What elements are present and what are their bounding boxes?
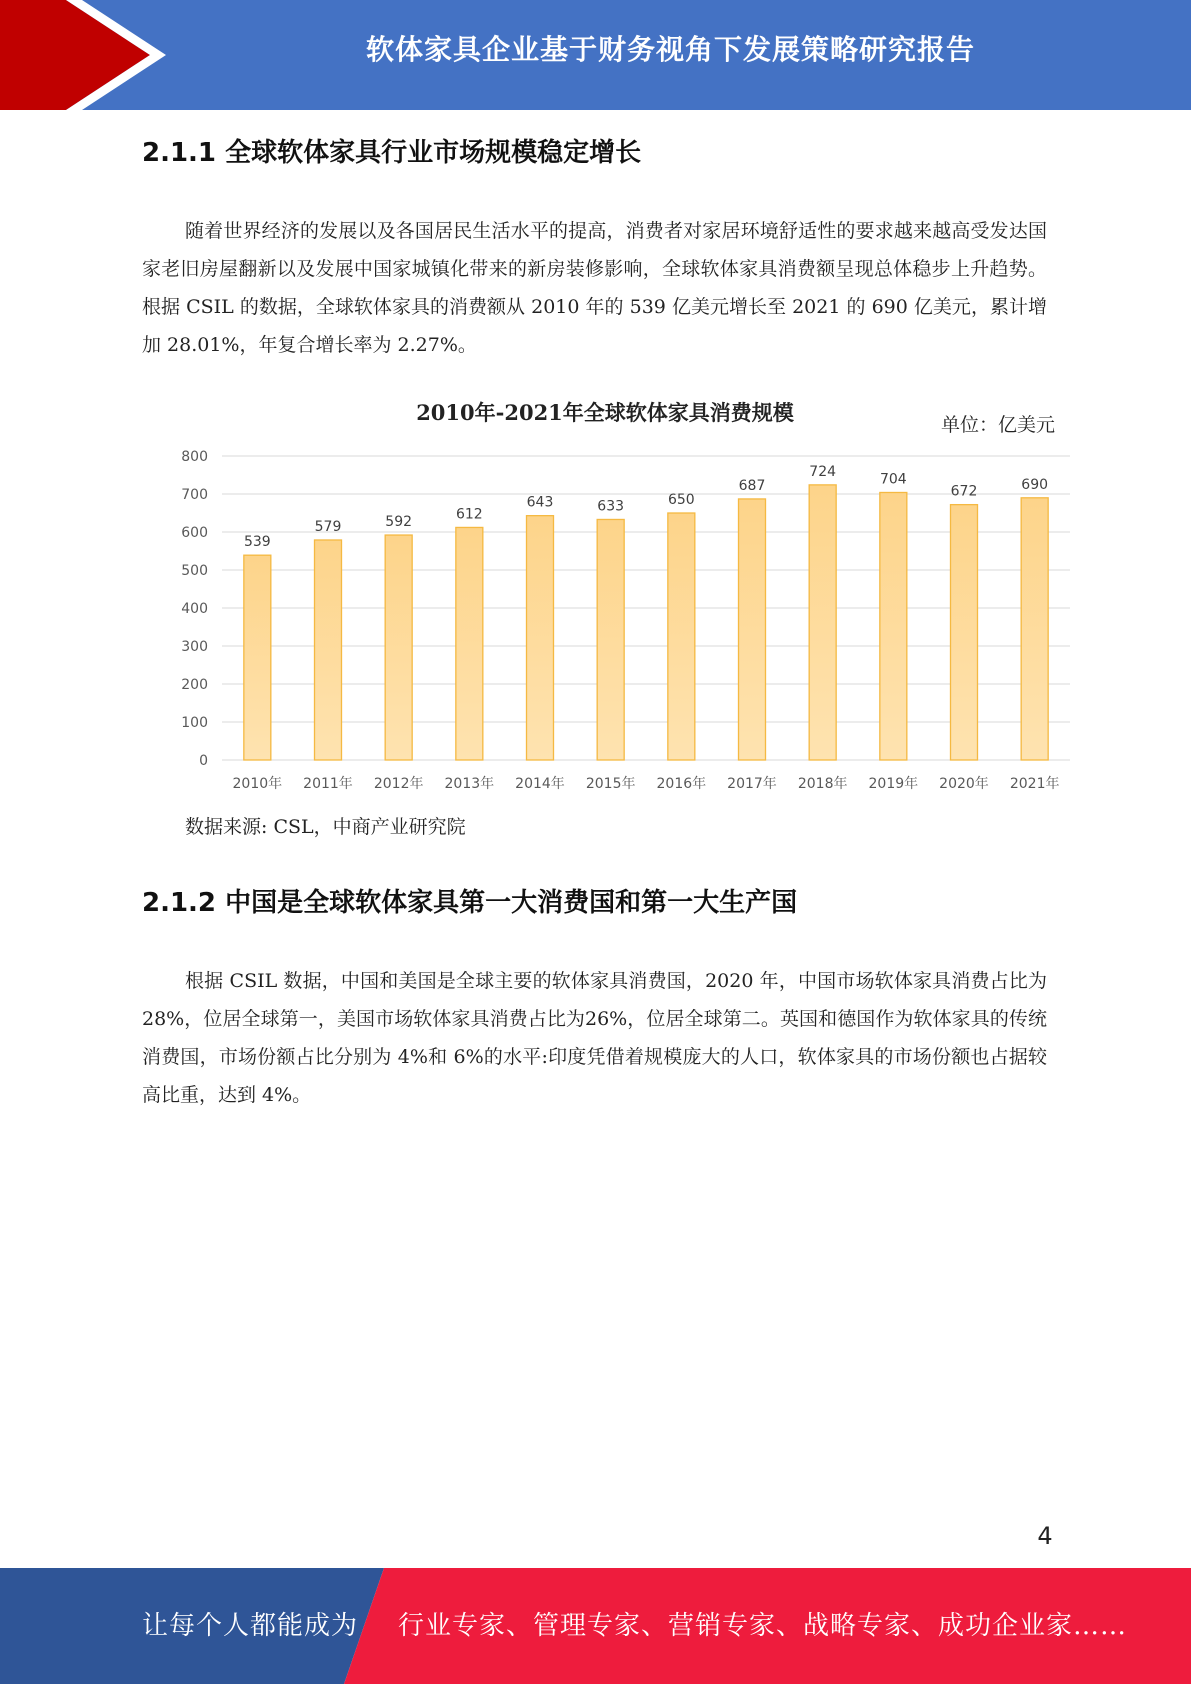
x-tick-label: 2017年 — [727, 776, 777, 792]
page-footer — [0, 1568, 1191, 1684]
bar-2020年 — [951, 505, 978, 760]
bar-2012年 — [385, 535, 412, 760]
x-tick-label: 2015年 — [585, 776, 636, 792]
section-heading-2-1-1: 2.1.1 全球软体家具行业市场规模稳定增长 — [142, 138, 642, 168]
y-tick-label: 200 — [181, 677, 208, 693]
x-tick-label: 2019年 — [868, 776, 919, 792]
data-label: 704 — [879, 471, 907, 488]
data-label: 687 — [738, 477, 766, 494]
y-tick-label: 700 — [181, 487, 208, 503]
x-tick-label: 2011年 — [303, 776, 353, 792]
data-label: 690 — [1021, 476, 1049, 493]
data-label: 650 — [667, 492, 695, 508]
y-tick-label: 400 — [181, 601, 208, 617]
bar-2017年 — [739, 499, 766, 760]
y-tick-label: 100 — [181, 715, 208, 731]
data-label: 579 — [314, 518, 342, 535]
x-tick-label: 2020年 — [939, 776, 989, 792]
x-tick-label: 2012年 — [373, 776, 424, 792]
data-label: 612 — [455, 506, 483, 523]
section-paragraph-2-1-2: 根据 CSIL 数据，中国和美国是全球主要的软体家具消费国，2020 年，中国市场软体家具消费占比为 28%，位居全球第一，美国市场软体家具消费占比为26%，位居全球第二。英国和德国作为软体家具的传统消费国，市场份额占比分别为 4%和 6%的水平:印度凭借着规模庞大的人口，软体家具的市场份额也占据较高比重，达到 4%。 — [142, 970, 1047, 1106]
chart-svg — [170, 388, 1070, 808]
bar-2018年 — [809, 485, 836, 760]
footer-slogan-right: 行业专家、管理专家、营销专家、战略专家、成功企业家…… — [398, 1611, 1128, 1641]
chart-source-note: 数据来源: CSL，中商产业研究院 — [185, 816, 466, 838]
footer-slogan-left: 让每个人都能成为 — [142, 1611, 359, 1641]
bar-2011年 — [315, 540, 342, 760]
x-tick-label: 2016年 — [656, 776, 707, 792]
x-tick-label: 2014年 — [515, 776, 565, 792]
section-heading-2-1-2: 2.1.2 中国是全球软体家具第一大消费国和第一大生产国 — [142, 888, 798, 918]
x-tick-label: 2021年 — [1009, 776, 1060, 792]
y-tick-label: 0 — [199, 753, 208, 769]
y-tick-label: 500 — [181, 563, 208, 579]
bar-2016年 — [668, 513, 695, 760]
chart-title: 2010年-2021年全球软体家具消费规模 — [416, 400, 794, 425]
bar-2021年 — [1021, 498, 1048, 760]
bar-2019年 — [880, 492, 907, 760]
data-label: 633 — [597, 498, 625, 515]
bar-2014年 — [527, 516, 554, 760]
y-tick-label: 800 — [181, 449, 208, 465]
page-number: 4 — [1037, 1522, 1053, 1550]
y-tick-label: 600 — [181, 525, 208, 541]
x-tick-label: 2018年 — [797, 776, 848, 792]
data-label: 724 — [809, 463, 837, 480]
bar-2015年 — [597, 519, 624, 760]
consumption-bar-chart — [170, 388, 1070, 808]
data-label: 643 — [526, 494, 554, 511]
bar-2010年 — [244, 555, 271, 760]
x-tick-label: 2010年 — [232, 776, 283, 792]
section-paragraph-2-1-1: 随着世界经济的发展以及各国居民生活水平的提高，消费者对家居环境舒适性的要求越来越高受发达国家老旧房屋翻新以及发展中国家城镇化带来的新房装修影响，全球软体家具消费额呈现总体稳步上升趋势。根据 CSIL 的数据，全球软体家具的消费额从 2010 年的 539 亿美元增长至 2021 的 690 亿美元，累计增加 28.01%，年复合增长率为 2.27%。 — [142, 220, 1047, 356]
report-title: 软体家具企业基于财务视角下发展策略研究报告 — [365, 33, 975, 66]
x-tick-label: 2013年 — [444, 776, 495, 792]
bar-2013年 — [456, 527, 483, 760]
y-tick-label: 300 — [181, 639, 208, 655]
data-label: 672 — [950, 483, 978, 500]
chart-unit-label: 单位：亿美元 — [940, 414, 1055, 436]
data-label: 539 — [243, 534, 271, 551]
data-label: 592 — [385, 514, 413, 531]
page-header — [0, 0, 1191, 110]
